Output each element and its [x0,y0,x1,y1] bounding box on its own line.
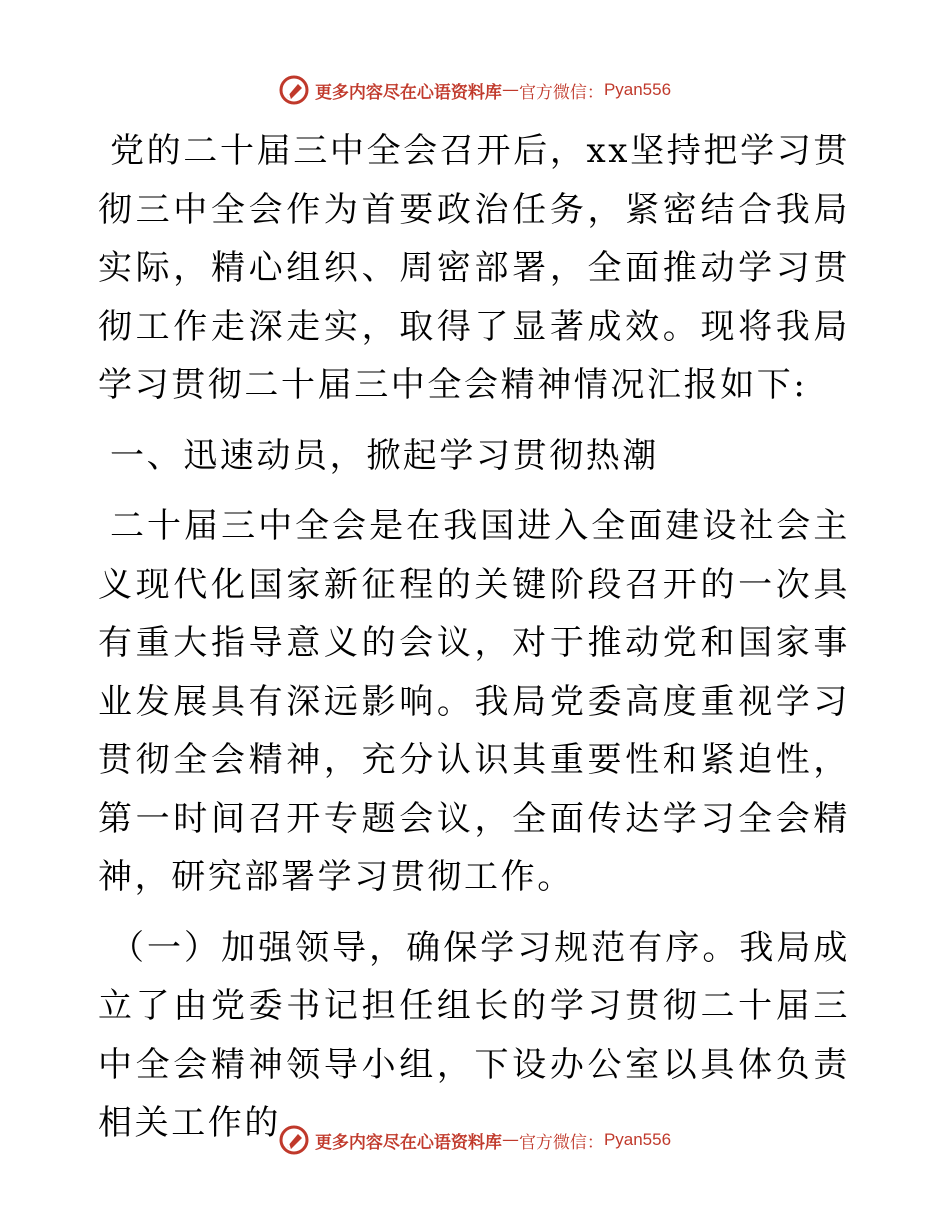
header-watermark [0,70,950,110]
watermark-wechat-id: Pyan556 [603,1130,672,1149]
watermark-main-text: 更多内容尽在心语资料库 [314,1132,502,1153]
watermark-official-label: 官方微信： [518,82,604,103]
watermark-wechat-id: Pyan556 [603,80,672,99]
watermark-main-text: 更多内容尽在心语资料库 [314,82,502,103]
paragraph-section-1: 二十届三中全会是在我国进入全面建设社会主义现代化国家新征程的关键阶段召开的一次具有重大指导意义的会议，对于推动党和国家事业发展具有深远影响。我局党委高度重视学习贯彻全会精神，充分认识其重要性和紧迫性，第一时间召开专题会议，全面传达学习全会精神，研究部署学习贯彻工作。 [98,506,850,897]
document-body [98,122,850,1153]
watermark-separator: — [501,1130,519,1150]
pen-logo-icon [279,1125,309,1155]
watermark-separator: — [501,80,519,100]
footer-watermark [0,1120,950,1160]
paragraph-subsection-1: （一）加强领导，确保学习规范有序。我局成立了由党委书记担任组长的学习贯彻二十届三中全会精神领导小组，下设办公室以具体负责相关工作的 [98,927,850,1143]
section-heading-1: 一、迅速动员，掀起学习贯彻热潮 [110,435,659,476]
watermark-official-label: 官方微信： [518,1132,604,1153]
paragraph-intro: 党的二十届三中全会召开后，xx坚持把学习贯彻三中全会作为首要政治任务，紧密结合我局实际，精心组织、周密部署，全面推动学习贯彻工作走深走实，取得了显著成效。现将我局学习贯彻二十届三中全会精神情况汇报如下: [98,131,850,405]
pen-logo-icon [279,75,309,105]
